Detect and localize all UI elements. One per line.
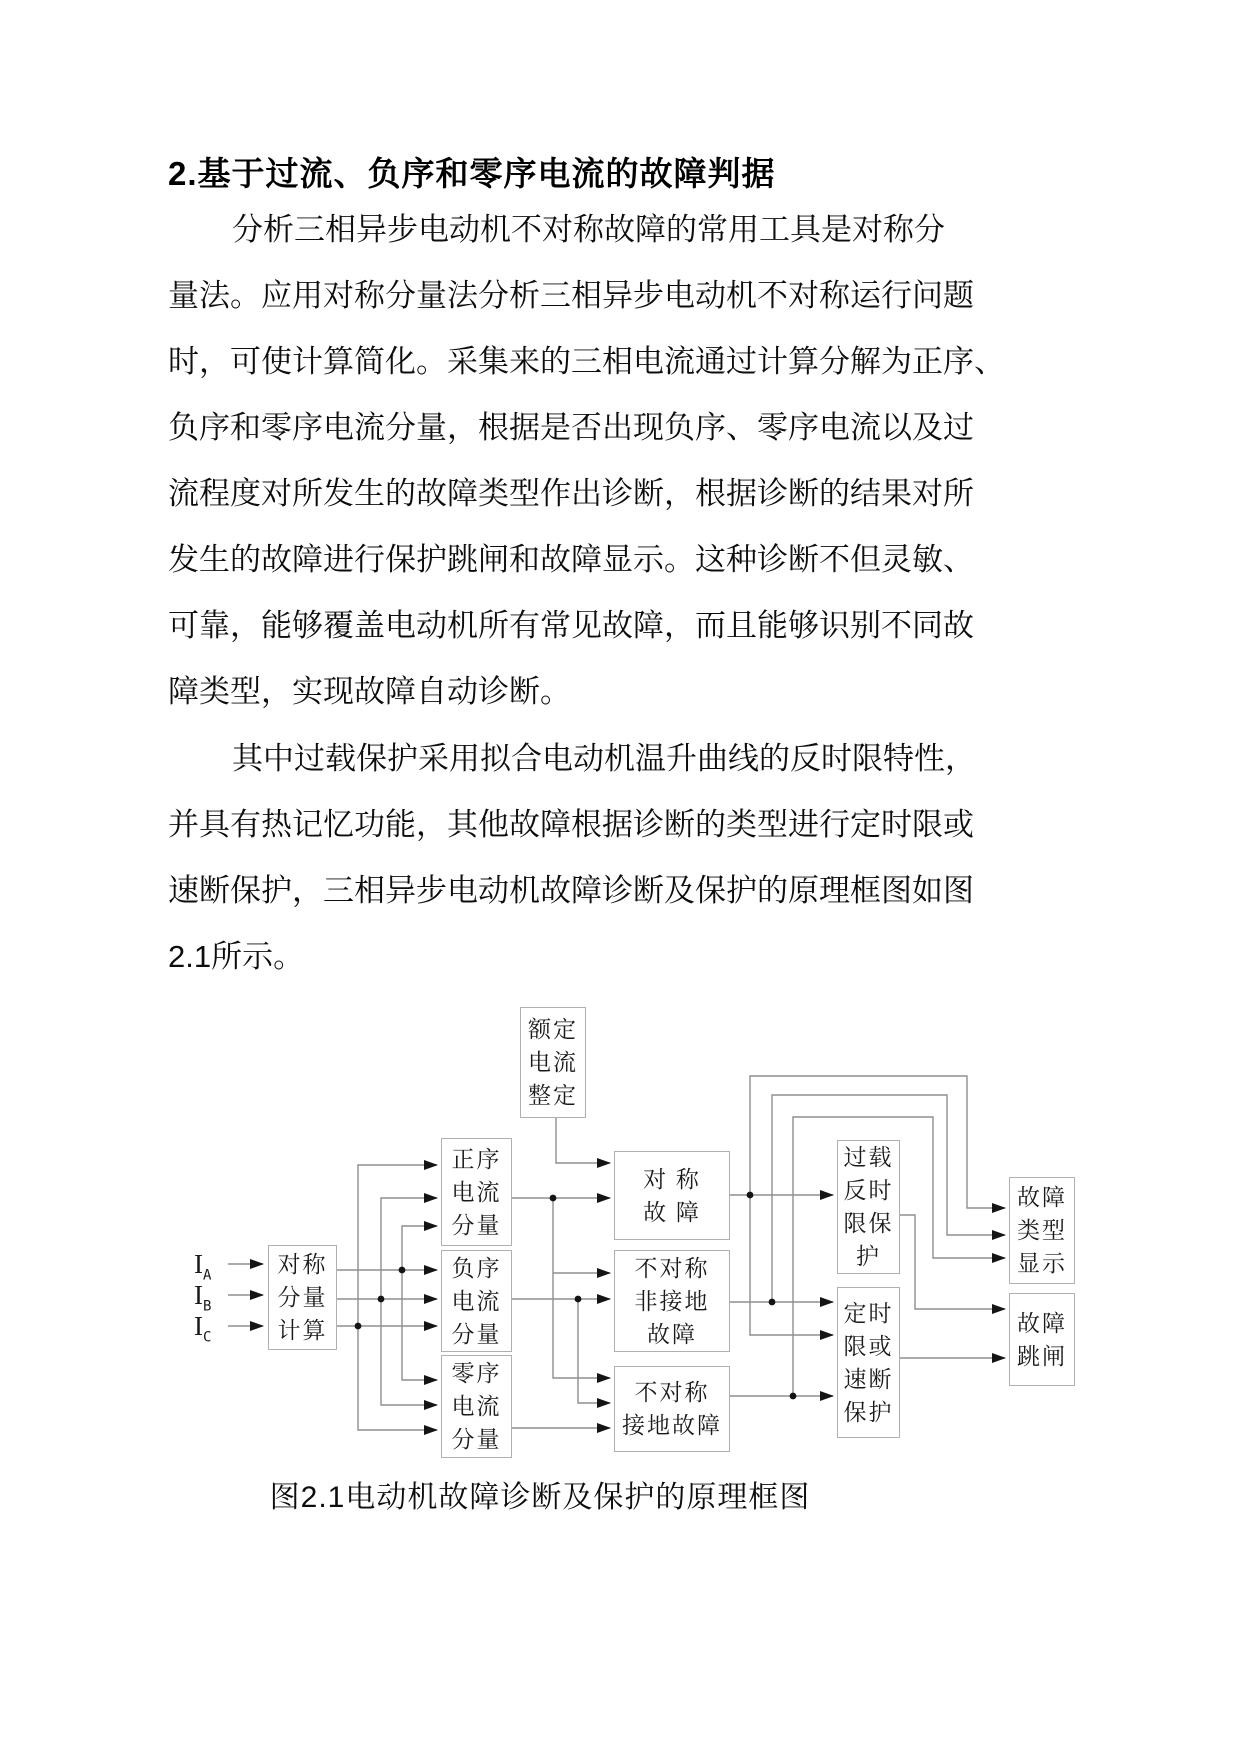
box-line: 不对称 <box>634 1380 710 1405</box>
figure-caption: 图2.1电动机故障诊断及保护的原理框图 <box>269 1481 811 1514</box>
box-fault-type-display <box>1009 1177 1075 1284</box>
box-asym-grounded-fault <box>614 1366 730 1452</box>
box-line: 额定 <box>528 1017 578 1042</box>
box-line: 不对称 <box>634 1255 710 1281</box>
paragraph-line: 分析三相异步电动机不对称故障的常用工具是对称分 <box>232 212 945 247</box>
junction-dots <box>355 1192 797 1400</box>
box-symmetrical-components-calc <box>268 1245 337 1350</box>
box-fault-trip <box>1009 1293 1075 1386</box>
box-line: 负序 <box>451 1255 502 1281</box>
box-line: 故障 <box>1017 1185 1067 1210</box>
paragraph-1 <box>168 197 1005 725</box>
box-line: 过载 <box>843 1145 894 1170</box>
section-heading: 2.基于过流、负序和零序电流的故障判据 <box>168 155 776 192</box>
box-line: 零序 <box>451 1361 502 1386</box>
box-line: 限或 <box>843 1333 894 1359</box>
box-line: 定时 <box>843 1300 894 1326</box>
paragraph-line: 速断保护，三相异步电动机故障诊断及保护的原理框图如图 <box>168 873 974 908</box>
paragraph-line: 可靠，能够覆盖电动机所有常见故障，而且能够识别不同故 <box>168 608 974 643</box>
box-line: 限保 <box>843 1211 894 1236</box>
box-line: 分量 <box>277 1285 328 1310</box>
box-line: 分量 <box>451 1212 502 1238</box>
input-label-ic: $I_C$ <box>194 1311 212 1346</box>
paragraph-line: 2.1所示。 <box>168 939 305 974</box>
box-line: 计算 <box>277 1318 328 1343</box>
box-line: 跳闸 <box>1017 1343 1067 1369</box>
box-line: 电流 <box>451 1394 502 1419</box>
box-line: 正序 <box>451 1146 502 1172</box>
paragraph-line: 并具有热记忆功能，其他故障根据诊断的类型进行定时限或 <box>168 807 974 842</box>
input-label-ia: $I_A$ <box>194 1249 212 1284</box>
box-line: 护 <box>856 1244 881 1269</box>
paragraph-line: 流程度对所发生的故障类型作出诊断，根据诊断的结果对所 <box>168 476 974 511</box>
box-line: 速断 <box>843 1366 894 1392</box>
box-asym-ungrounded-fault <box>614 1250 730 1352</box>
box-symmetrical-fault <box>614 1151 730 1240</box>
box-line: 反时 <box>843 1178 894 1203</box>
box-line: 整定 <box>528 1083 578 1108</box>
block-diagram <box>0 998 1241 1478</box>
box-line: 故障 <box>1017 1310 1067 1336</box>
box-negative-sequence <box>441 1250 512 1352</box>
box-line: 非接地 <box>634 1288 710 1314</box>
paragraph-line: 量法。应用对称分量法分析三相异步电动机不对称运行问题 <box>168 278 974 313</box>
box-line: 故障 <box>647 1321 697 1347</box>
box-line: 保护 <box>843 1399 894 1425</box>
box-definite-time-or-instantaneous-protection <box>837 1287 900 1438</box>
paragraph-line: 障类型，实现故障自动诊断。 <box>168 674 571 709</box>
paragraph-line: 发生的故障进行保护跳闸和故障显示。这种诊断不但灵敏、 <box>168 542 974 577</box>
box-line: 电流 <box>451 1288 502 1314</box>
paragraph-line: 负序和零序电流分量，根据是否出现负序、零序电流以及过 <box>168 410 974 445</box>
box-rated-current-setting <box>520 1007 586 1118</box>
box-line: 接地故障 <box>622 1413 722 1438</box>
box-positive-sequence <box>441 1138 512 1246</box>
box-line: 分量 <box>451 1321 502 1347</box>
paragraph-line: 其中过载保护采用拟合电动机温升曲线的反时限特性， <box>232 741 976 776</box>
input-label-ib: $I_B$ <box>194 1280 212 1315</box>
box-line: 对 称 <box>643 1166 701 1192</box>
box-line: 电流 <box>451 1179 502 1205</box>
box-line: 对称 <box>277 1252 328 1277</box>
paragraph-line: 时，可使计算简化。采集来的三相电流通过计算分解为正序、 <box>168 344 1005 379</box>
box-line: 电流 <box>528 1050 578 1075</box>
paragraph-2 <box>168 726 976 990</box>
box-line: 故 障 <box>643 1199 701 1225</box>
box-line: 显示 <box>1017 1251 1067 1276</box>
box-zero-sequence <box>441 1355 512 1458</box>
box-line: 类型 <box>1017 1218 1067 1243</box>
box-overload-inverse-time-protection <box>837 1140 900 1274</box>
box-line: 分量 <box>451 1427 502 1452</box>
